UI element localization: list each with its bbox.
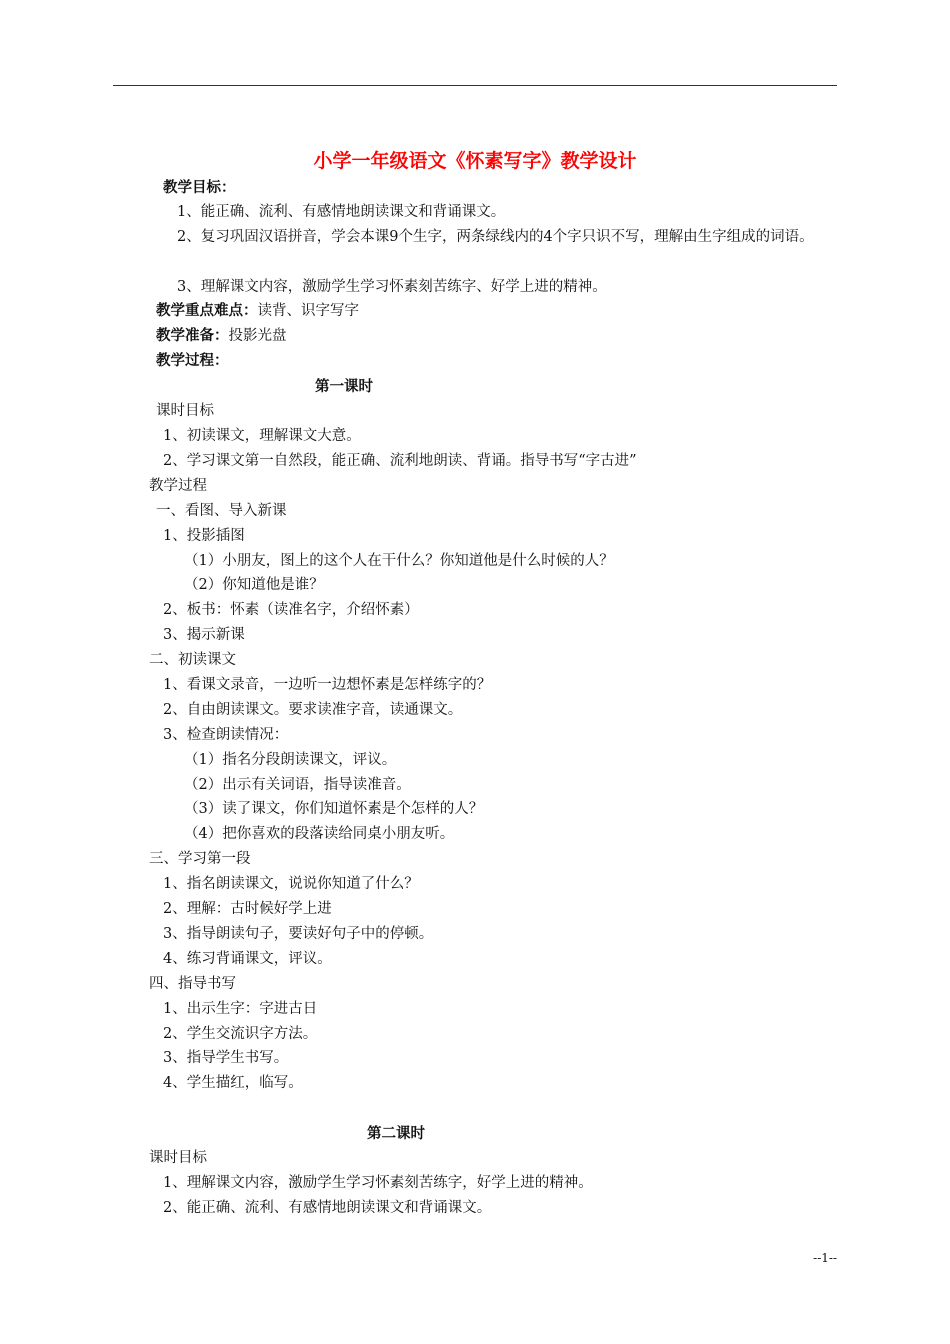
sec1-item-3: 3、揭示新课 bbox=[163, 627, 245, 643]
sec1-question-2: （2）你知道他是谁？ bbox=[184, 577, 324, 593]
lesson2-heading: 第二课时 bbox=[367, 1126, 425, 1142]
sec3-title: 三、学习第一段 bbox=[149, 851, 251, 867]
process-heading: 教学过程： bbox=[156, 353, 229, 369]
sec3-item-2: 2、理解：古时候好学上进 bbox=[163, 901, 332, 917]
sec1-item-2: 2、板书：怀素（读准名字，介绍怀素） bbox=[163, 602, 419, 618]
sec2-sub-2: （2）出示有关词语，指导读准音。 bbox=[184, 777, 411, 793]
header-rule bbox=[113, 85, 837, 86]
key-points-value: 读背、识字写字 bbox=[257, 303, 359, 319]
sec2-title: 二、初读课文 bbox=[149, 652, 236, 668]
lesson1-heading: 第一课时 bbox=[315, 379, 373, 395]
preparation bbox=[156, 326, 287, 346]
sec4-item-2: 2、学生交流识字方法。 bbox=[163, 1026, 318, 1042]
key-points bbox=[156, 301, 359, 321]
lesson2-goal-1: 1、理解课文内容，激励学生学习怀素刻苦练字，好学上进的精神。 bbox=[163, 1175, 593, 1191]
lesson2-goal-2: 2、能正确、流利、有感情地朗读课文和背诵课文。 bbox=[163, 1200, 492, 1216]
sec2-item-3: 3、检查朗读情况： bbox=[163, 727, 289, 743]
sec1-question-1: （1）小朋友，图上的这个人在干什么？你知道他是什么时候的人？ bbox=[184, 553, 614, 569]
lesson1-goal-label: 课时目标 bbox=[156, 403, 214, 419]
sec4-title: 四、指导书写 bbox=[149, 976, 236, 992]
sec4-item-3: 3、指导学生书写。 bbox=[163, 1050, 289, 1066]
lesson1-process-label: 教学过程 bbox=[149, 478, 207, 494]
sec1-item-1: 1、投影插图 bbox=[163, 528, 245, 544]
preparation-label: 教学准备： bbox=[156, 328, 229, 344]
sec1-title: 一、看图、导入新课 bbox=[156, 503, 287, 519]
sec3-item-4: 4、练习背诵课文，评议。 bbox=[163, 951, 332, 967]
sec2-item-1: 1、看课文录音，一边听一边想怀素是怎样练字的？ bbox=[163, 677, 492, 693]
document-title: 小学一年级语文《怀素写字》教学设计 bbox=[313, 150, 637, 172]
sec2-sub-3: （3）读了课文，你们知道怀素是个怎样的人？ bbox=[184, 801, 484, 817]
sec2-sub-1: （1）指名分段朗读课文，评议。 bbox=[184, 752, 397, 768]
sec3-item-1: 1、指名朗读课文，说说你知道了什么？ bbox=[163, 876, 419, 892]
lesson1-goal-2: 2、学习课文第一自然段，能正确、流利地朗读、背诵。指导书写“字古进” bbox=[163, 453, 637, 469]
objective-2: 2、复习巩固汉语拼音，学会本课9个生字，两条绿线内的4个字只识不写，理解由生字组成的词语。 bbox=[177, 229, 814, 245]
sec3-item-3: 3、指导朗读句子，要读好句子中的停顿。 bbox=[163, 926, 434, 942]
lesson1-goal-1: 1、初读课文，理解课文大意。 bbox=[163, 428, 361, 444]
sec2-item-2: 2、自由朗读课文。要求读准字音，读通课文。 bbox=[163, 702, 463, 718]
objective-3: 3、理解课文内容，激励学生学习怀素刻苦练字、好学上进的精神。 bbox=[177, 279, 607, 295]
objectives-heading: 教学目标： bbox=[163, 180, 236, 196]
key-points-label: 教学重点难点： bbox=[156, 303, 258, 319]
lesson2-goal-label: 课时目标 bbox=[149, 1150, 207, 1166]
objective-1: 1、能正确、流利、有感情地朗读课文和背诵课文。 bbox=[177, 204, 506, 220]
preparation-value: 投影光盘 bbox=[228, 328, 287, 344]
page-number: --1-- bbox=[813, 1251, 837, 1265]
sec4-item-1: 1、出示生字：字进古日 bbox=[163, 1001, 318, 1017]
sec4-item-4: 4、学生描红，临写。 bbox=[163, 1075, 303, 1091]
sec2-sub-4: （4）把你喜欢的段落读给同桌小朋友听。 bbox=[184, 826, 455, 842]
